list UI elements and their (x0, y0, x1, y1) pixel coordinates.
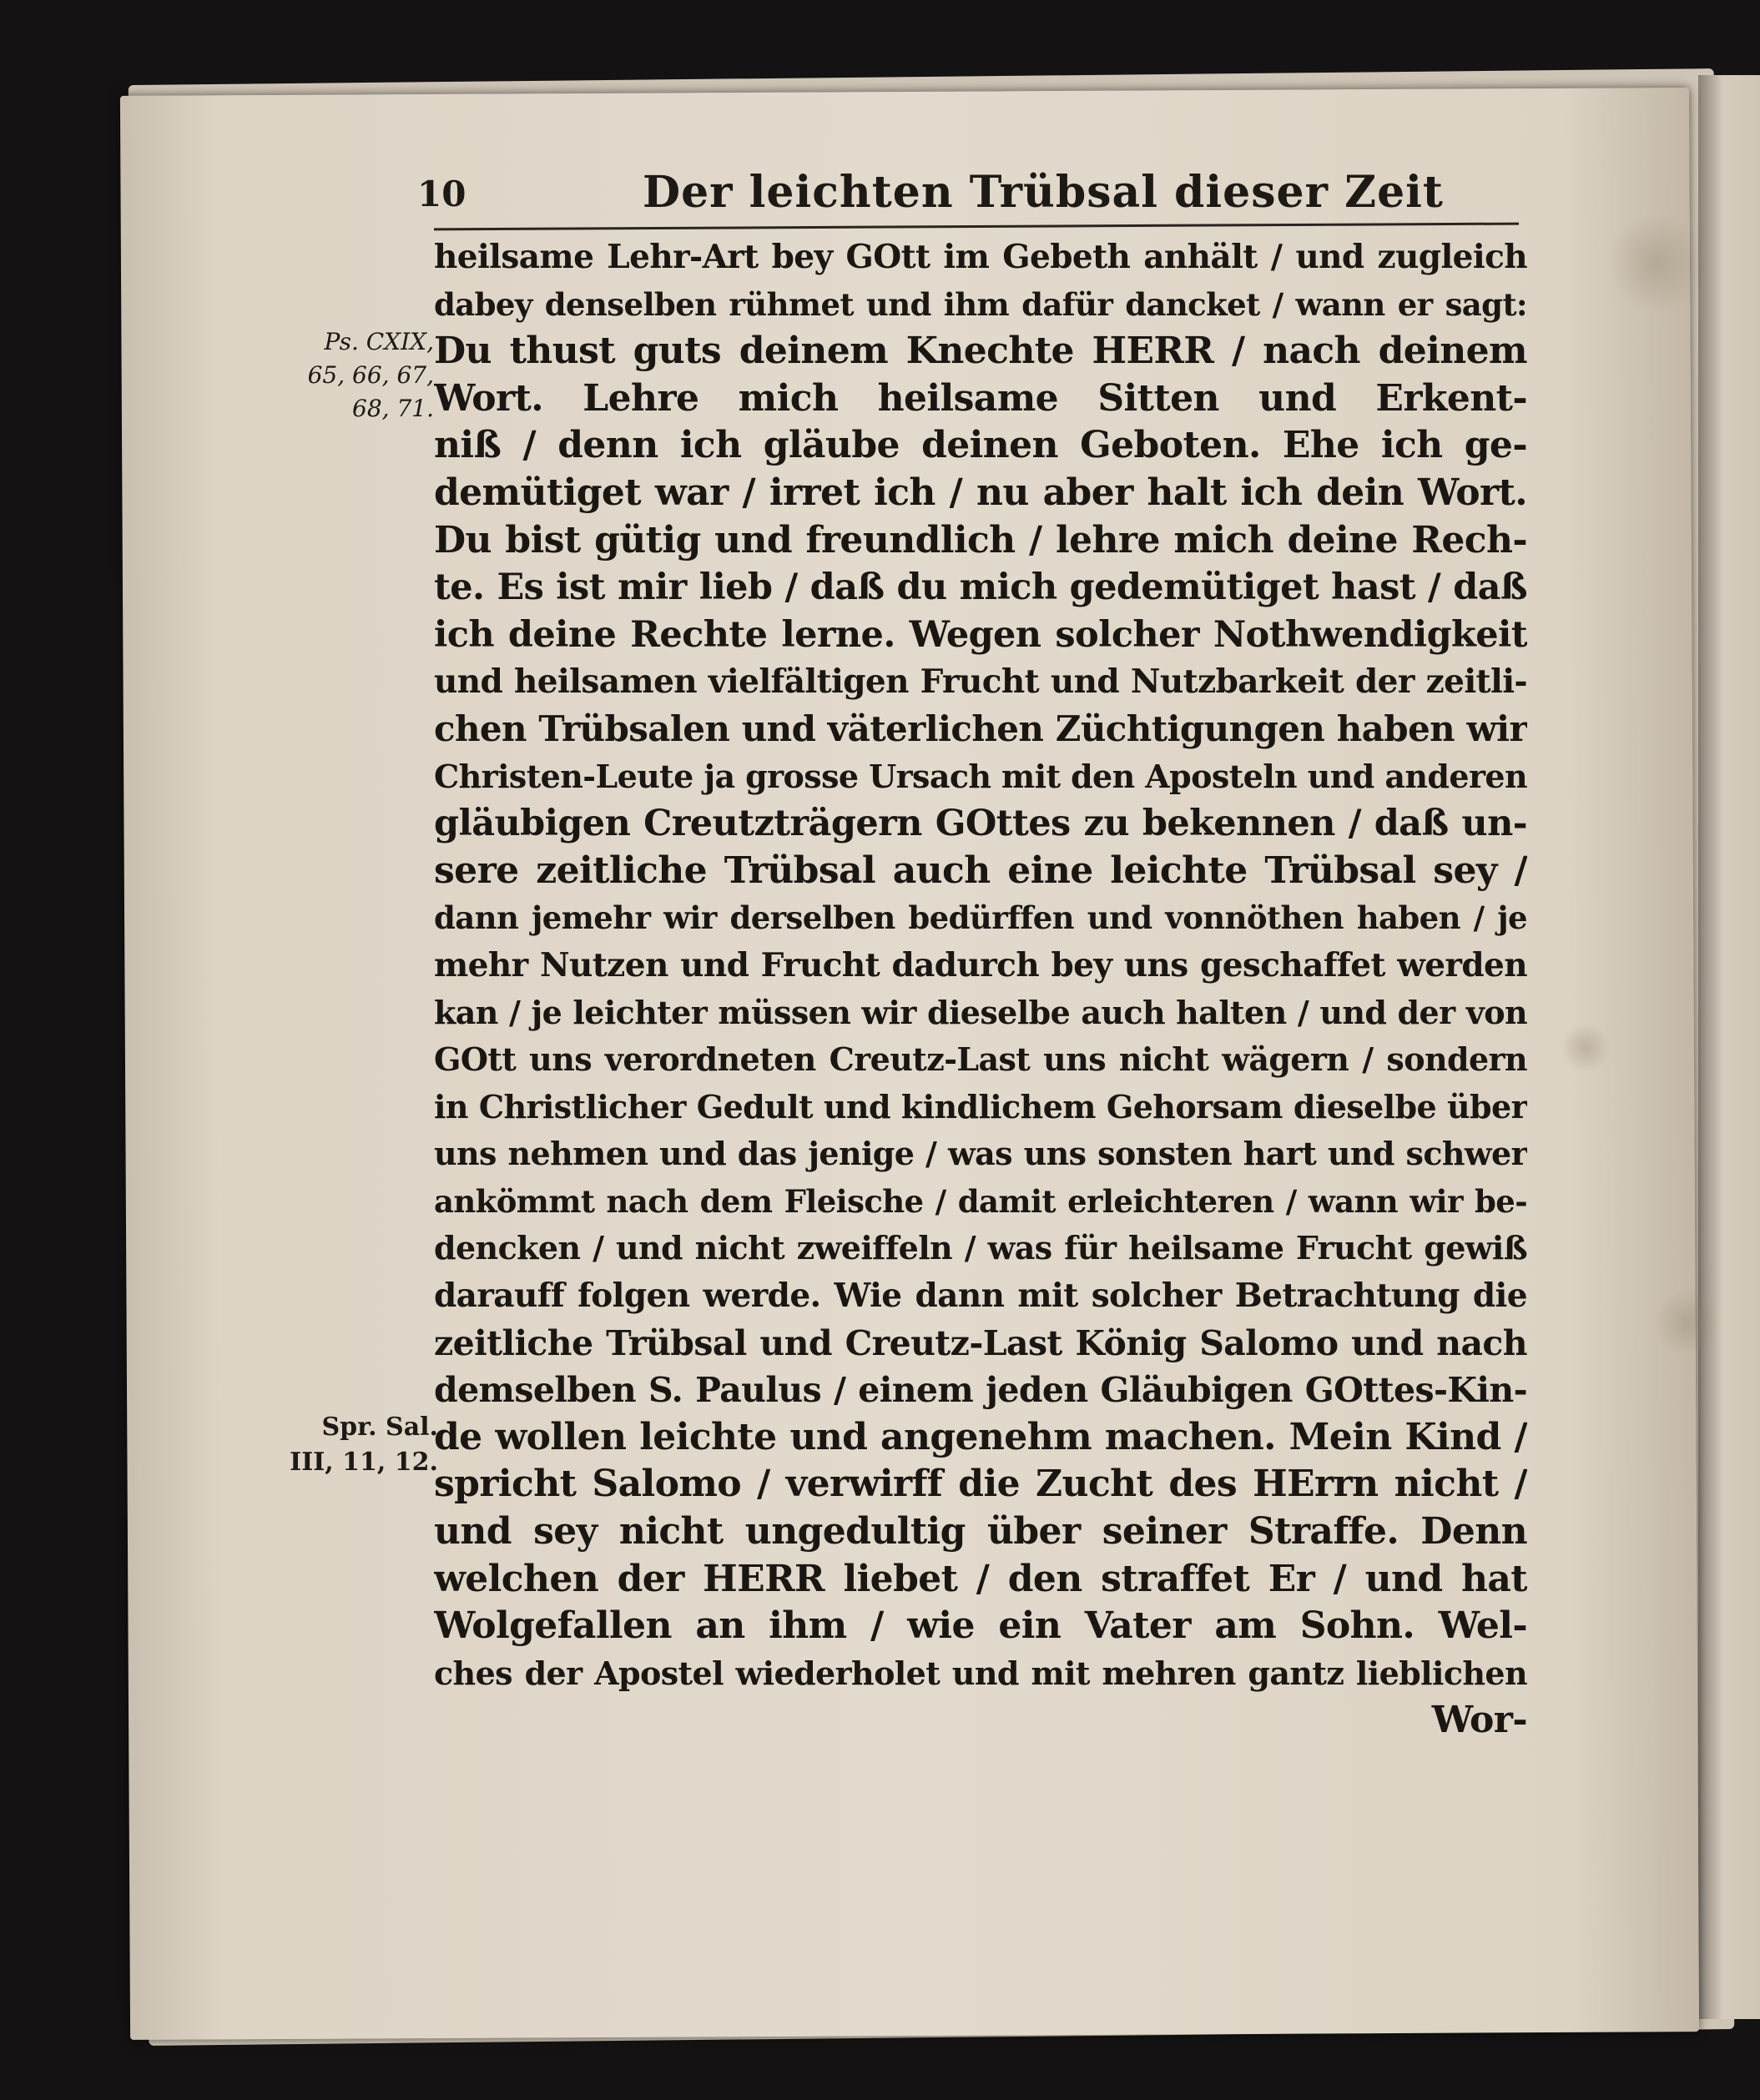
margin-note-line: Ps. CXIX, (324, 328, 434, 355)
body-text (434, 234, 1527, 1745)
text-line: spricht Salomo / verwirff die Zucht des HErrn nicht / (434, 1463, 1527, 1506)
paper-stain (1606, 213, 1707, 314)
text-line: Wort. Lehre mich heilsame Sitten und Erkent- (434, 376, 1527, 420)
text-line: demütiget war / irret ich / nu aber halt ich dein Wort. (434, 471, 1527, 514)
text-line: in Christlicher Gedult und kindlichem Gehorsam dieselbe über (434, 1087, 1527, 1126)
text-line: sere zeitliche Trübsal auch eine leichte Trübsal sey / (434, 849, 1527, 892)
text-line: zeitliche Trübsal und Creutz-Last König Salomo und nach (434, 1322, 1527, 1363)
text-line: chen Trübsalen und väterlichen Züchtigungen haben wir (434, 708, 1527, 749)
text-line: ankömmt nach dem Fleische / damit erleichteren / wann wir be- (434, 1182, 1527, 1220)
catchword: Wor- (1431, 1699, 1527, 1742)
text-line: de wollen leichte und angenehm machen. Mein Kind / (434, 1415, 1527, 1458)
text-line: niß / denn ich gläube deinen Geboten. Ehe ich ge- (434, 424, 1527, 467)
margin-note-line: 65, 66, 67, (307, 361, 434, 389)
text-line: GOtt uns verordneten Creutz-Last uns nicht wägern / sondern (434, 1040, 1527, 1079)
paper-stain (1653, 1289, 1720, 1356)
text-line: Du bist gütig und freundlich / lehre mich deine Rech- (434, 518, 1527, 562)
text-line: mehr Nutzen und Frucht dadurch bey uns geschaffet werden (434, 945, 1527, 985)
running-title: Der leichten Trübsal dieser Zeit (643, 167, 1444, 218)
margin-note-proverbs (284, 1410, 438, 1480)
text-line: ches der Apostel wiederholet und mit mehren gantz lieblichen (434, 1654, 1527, 1692)
text-line: darauff folgen werde. Wie dann mit solcher Betrachtung die (434, 1277, 1527, 1316)
text-line: dencken / und nicht zweiffeln / was für heilsame Frucht gewiß (434, 1229, 1527, 1267)
text-line: heilsame Lehr-Art bey GOtt im Gebeth anhält / und zugleich (434, 238, 1527, 276)
margin-note-line: Spr. Sal. (321, 1413, 438, 1442)
margin-note-line: 68, 71. (352, 395, 434, 422)
margin-note-psalm (275, 325, 434, 426)
page-header (417, 167, 1519, 225)
paper-stain (1561, 1023, 1611, 1073)
text-line: Du thust guts deinem Knechte HERR / nach deinem (434, 330, 1527, 373)
margin-note-line: III, 11, 12. (290, 1448, 438, 1477)
text-line: gläubigen Creutzträgern GOttes zu bekennen / daß un- (434, 803, 1527, 845)
text-line: ich deine Rechte lerne. Wegen solcher Nothwendigkeit (434, 613, 1527, 656)
text-line: und heilsamen vielfältigen Frucht und Nutzbarkeit der zeitli- (434, 662, 1527, 702)
facing-page-edge (1698, 75, 1760, 2019)
text-line: und sey nicht ungedultig über seiner Straffe. Denn (434, 1510, 1527, 1554)
text-line: demselben S. Paulus / einem jeden Gläubigen GOttes-Kin- (434, 1370, 1527, 1411)
text-line: dann jemehr wir derselben bedürffen und vonnöthen haben / je (434, 899, 1527, 937)
text-line: dabey denselben rühmet und ihm dafür dancket / wann er sagt: (434, 285, 1527, 323)
text-line: uns nehmen und das jenige / was uns sonsten hart und schwer (434, 1135, 1527, 1173)
text-line: Wolgefallen an ihm / wie ein Vater am Sohn. Wel- (434, 1604, 1527, 1648)
text-line: te. Es ist mir lieb / daß du mich gedemütiget hast / daß (434, 567, 1527, 609)
page-number: 10 (417, 174, 466, 214)
text-line: welchen der HERR liebet / den straffet Er / und hat (434, 1557, 1527, 1600)
text-line: kan / je leichter müssen wir dieselbe auch halten / und der von (434, 993, 1527, 1031)
text-line: Christen-Leute ja grosse Ursach mit den Aposteln und anderen (434, 757, 1527, 795)
